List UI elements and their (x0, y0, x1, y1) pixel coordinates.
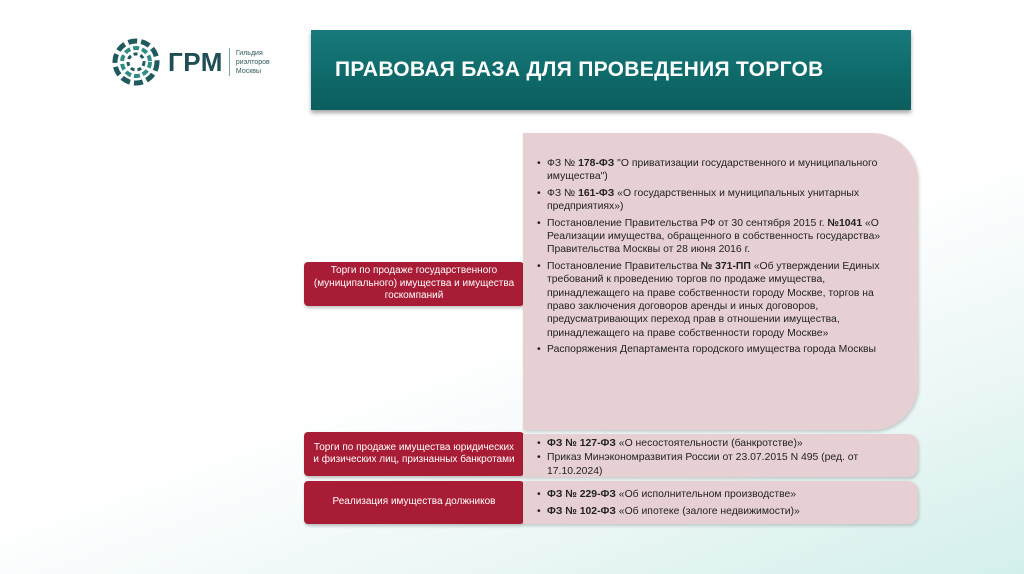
section-label-bankruptcy: Торги по продаже имущества юридических и физических лиц, признанных банкротами (304, 432, 524, 476)
logo (112, 38, 286, 86)
section-content-debtors (523, 481, 918, 524)
list-item: • ФЗ № 127-ФЗ «О несостоятельности (банкротстве)» (537, 437, 904, 450)
section-content-bankruptcy (523, 434, 918, 477)
logo-abbr: ГРМ (168, 46, 223, 77)
list-item: • ФЗ № 178-ФЗ "О приватизации государственного и муниципального имущества") (537, 157, 888, 184)
section-content-state-property (523, 133, 918, 430)
list-item: • ФЗ № 102-ФЗ «Об ипотеке (залоге недвижимости)» (537, 505, 904, 518)
list-item: • ФЗ № 161-ФЗ «О государственных и муниципальных унитарных предприятиях») (537, 187, 888, 214)
list-item: • Распоряжения Департамента городского имущества города Москвы (537, 343, 888, 356)
list-item: • ФЗ № 229-ФЗ «Об исполнительном производстве» (537, 488, 904, 501)
section-label-state-property: Торги по продаже государственного (муниципального) имущества и имущества госкомпаний (304, 262, 524, 306)
list-item: • Постановление Правительства № 371-ПП «Об утверждении Единых требований к проведению торгов по продаже имущества, принадлежащего на праве собственности городу Москве, торгов на право заключения договоров аренды и иных договоров, предусматривающих переход прав в отношении имущества, принадлежащего на праве собственности городу Москве» (537, 260, 888, 340)
section-label-debtors: Реализация имущества должников (304, 481, 524, 524)
logo-separator (229, 48, 230, 76)
title-bar (311, 30, 911, 110)
list-item: • Постановление Правительства РФ от 30 сентября 2015 г. №1041 «О Реализации имущества, обращенного в собственность государства» Правительства Москвы от 28 июня 2016 г. (537, 217, 888, 257)
slide-title: ПРАВОВАЯ БАЗА ДЛЯ ПРОВЕДЕНИЯ ТОРГОВ (335, 58, 824, 81)
list-item: • Приказ Минэкономразвития России от 23.07.2015 N 495 (ред. от 17.10.2024) (537, 451, 904, 478)
logo-subtitle: Гильдия риэлторов Москвы (235, 49, 270, 75)
circular-ring-logo-icon (112, 38, 160, 86)
